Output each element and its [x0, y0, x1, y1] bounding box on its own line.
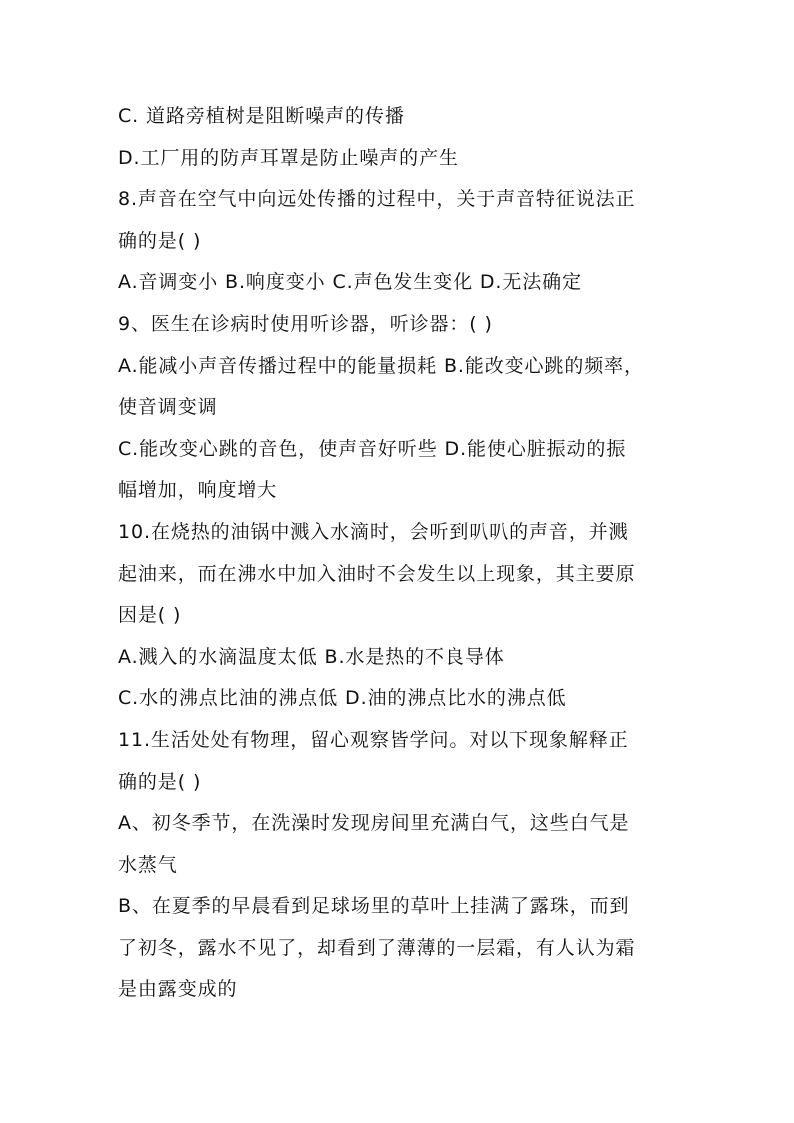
question-9-options-line-4: 幅增加，响度增大	[118, 479, 278, 502]
question-11-option-b-line-3: 是由露变成的	[118, 978, 238, 1001]
question-9-options-line-2: 使音调变调	[118, 396, 218, 419]
question-11-line-2: 确的是( )	[118, 770, 202, 793]
question-11-line-1: 11.生活处处有物理，留心观察皆学问。对以下现象解释正	[118, 728, 629, 751]
question-9-options-line-1: A.能减小声音传播过程中的能量损耗 B.能改变心跳的频率，	[118, 354, 644, 377]
question-8-options: A.音调变小 B.响度变小 C.声色发生变化 D.无法确定	[118, 271, 582, 294]
question-11-option-b-line-2: 了初冬，露水不见了，却看到了薄薄的一层霜，有人认为霜	[118, 936, 636, 959]
question-10-line-2: 起油来，而在沸水中加入油时不会发生以上现象，其主要原	[118, 562, 636, 585]
option-d-line: D.工厂用的防声耳罩是防止噪声的产生	[118, 146, 459, 169]
option-c-line: C. 道路旁植树是阻断噪声的传播	[118, 105, 405, 127]
question-11-option-a-line-2: 水蒸气	[118, 853, 178, 876]
question-9-options-line-3: C.能改变心跳的音色，使声音好听些 D.能使心脏振动的振	[118, 437, 627, 460]
question-8-line-2: 确的是( )	[118, 229, 202, 252]
question-10-options-line-2: C.水的沸点比油的沸点低 D.油的沸点比水的沸点低	[118, 687, 567, 710]
document-body	[118, 96, 698, 1011]
question-9-line: 9、医生在诊病时使用听诊器，听诊器：( )	[118, 312, 493, 335]
question-10-line-1: 10.在烧热的油锅中溅入水滴时，会听到叭叭的声音，并溅	[118, 520, 629, 543]
question-11-option-b-line-1: B、在夏季的早晨看到足球场里的草叶上挂满了露珠，而到	[118, 895, 630, 918]
question-10-options-line-1: A.溅入的水滴温度太低 B.水是热的不良导体	[118, 645, 505, 668]
question-11-option-a-line-1: A、初冬季节，在洗澡时发现房间里充满白气，这些白气是	[118, 812, 630, 835]
question-8-line-1: 8.声音在空气中向远处传播的过程中，关于声音特征说法正	[118, 188, 636, 211]
question-10-line-3: 因是( )	[118, 604, 182, 627]
